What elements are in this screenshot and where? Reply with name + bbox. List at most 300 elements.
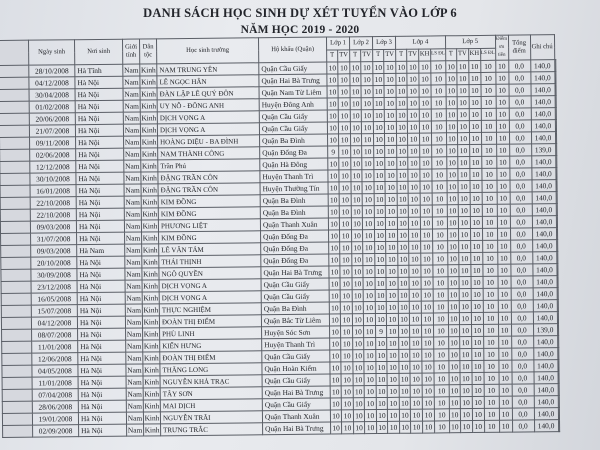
cell-score: 10 xyxy=(420,193,432,205)
cell-total: 140,0 xyxy=(531,180,555,192)
cell-dob: 16/01/2008 xyxy=(30,185,76,197)
header-total: Tổng điểm xyxy=(508,35,530,60)
cell-score: 10 xyxy=(398,265,409,277)
cell-score: 10 xyxy=(351,206,362,218)
header-note: Ghi chú xyxy=(530,35,554,60)
cell-score: 10 xyxy=(373,109,384,121)
cell-score: 10 xyxy=(376,361,387,373)
cell-gender: Nam xyxy=(124,184,141,196)
cell-score: 10 xyxy=(458,229,470,241)
cell-score: 10 xyxy=(481,132,496,144)
cell-score: 10 xyxy=(398,241,409,253)
cell-note xyxy=(554,60,555,72)
cell-score: 10 xyxy=(432,217,447,229)
cell-gender: Nam xyxy=(123,88,140,100)
cell-score: 10 xyxy=(460,409,472,421)
student-name-blurred xyxy=(1,281,31,293)
cell-dob: 12/06/2008 xyxy=(32,353,78,365)
student-name-blurred xyxy=(0,77,29,89)
cell-ethnicity: Kinh xyxy=(140,76,157,88)
cell-score: 10 xyxy=(457,73,469,85)
cell-score: 10 xyxy=(498,276,511,288)
cell-note xyxy=(555,132,556,144)
cell-score: 10 xyxy=(353,398,364,410)
cell-total: 140,0 xyxy=(530,60,554,72)
cell-score: 10 xyxy=(432,181,447,193)
cell-total: 140,0 xyxy=(532,264,556,276)
cell-total: 140,0 xyxy=(532,192,556,204)
cell-score: 10 xyxy=(399,373,410,385)
cell-score: 10 xyxy=(471,312,483,324)
cell-score: 10 xyxy=(352,254,363,266)
cell-score: 10 xyxy=(434,361,449,373)
cell-dob: 21/07/2008 xyxy=(29,125,75,137)
cell-score: 10 xyxy=(458,169,470,181)
cell-score: 10 xyxy=(373,85,384,97)
cell-score: 10 xyxy=(341,410,353,422)
cell-household: Quận Cầu Giấy xyxy=(262,374,330,387)
cell-score: 0,0 xyxy=(509,156,531,168)
cell-score: 0,0 xyxy=(510,228,532,240)
cell-school: DỊCH VỌNG A xyxy=(159,291,261,304)
cell-birthplace: Hà Nội xyxy=(77,292,125,305)
cell-score: 10 xyxy=(409,313,421,325)
cell-gender: Nam xyxy=(123,112,140,124)
student-name-blurred xyxy=(0,113,29,125)
cell-score: 10 xyxy=(446,121,457,133)
cell-score: 10 xyxy=(397,157,408,169)
cell-score: 10 xyxy=(363,314,375,326)
cell-note xyxy=(556,276,557,288)
cell-gender: Nam xyxy=(125,280,142,292)
cell-score: 10 xyxy=(459,301,471,313)
header-school: Học sinh trường xyxy=(156,38,258,64)
cell-ethnicity: Kinh xyxy=(143,328,160,340)
cell-score: 10 xyxy=(341,362,353,374)
cell-score: 10 xyxy=(375,253,386,265)
cell-score: 10 xyxy=(385,169,397,181)
student-table xyxy=(0,34,560,438)
cell-household: Quận Hoàn Kiếm xyxy=(262,362,330,375)
cell-gender: Nam xyxy=(126,340,143,352)
cell-household: Quận Đống Đa xyxy=(261,254,329,267)
cell-birthplace: Hà Nội xyxy=(76,172,124,185)
cell-score: 10 xyxy=(327,122,338,134)
cell-score: 10 xyxy=(338,110,350,122)
cell-score: 10 xyxy=(495,84,508,96)
cell-score: 0,0 xyxy=(509,108,531,120)
cell-score: 10 xyxy=(329,242,340,254)
cell-score: 10 xyxy=(431,61,446,73)
cell-score: 10 xyxy=(446,73,457,85)
cell-score: 10 xyxy=(341,338,353,350)
cell-score: 10 xyxy=(338,74,350,86)
cell-note xyxy=(555,96,556,108)
cell-score: 10 xyxy=(339,194,351,206)
cell-household: Huyện Thanh Trì xyxy=(262,338,330,351)
cell-note xyxy=(558,396,559,408)
cell-dob: 11/01/2008 xyxy=(32,377,78,389)
cell-score: 10 xyxy=(419,85,431,97)
cell-score: 10 xyxy=(497,252,510,264)
cell-score: 10 xyxy=(449,361,460,373)
cell-gender: Nam xyxy=(123,124,140,136)
cell-school: ĐOÀN THỊ ĐIỂM xyxy=(159,315,261,328)
cell-school: KIM ĐỒNG xyxy=(159,231,261,244)
cell-total: 140,0 xyxy=(533,300,557,312)
cell-score: 10 xyxy=(419,121,431,133)
cell-dob: 02/06/2008 xyxy=(30,149,76,161)
cell-score: 10 xyxy=(353,410,364,422)
cell-dob: 09/03/2008 xyxy=(31,245,77,257)
cell-score: 10 xyxy=(363,242,375,254)
cell-score: 10 xyxy=(350,62,361,74)
cell-score: 10 xyxy=(399,397,410,409)
cell-score: 10 xyxy=(408,217,420,229)
cell-score: 10 xyxy=(496,168,509,180)
cell-score: 10 xyxy=(481,120,496,132)
cell-total: 140,0 xyxy=(534,408,558,420)
cell-dob: 28/10/2008 xyxy=(29,65,75,77)
cell-score: 10 xyxy=(408,205,420,217)
cell-score: 10 xyxy=(458,217,470,229)
student-name-blurred xyxy=(1,317,31,329)
cell-score: 10 xyxy=(496,144,509,156)
cell-score: 10 xyxy=(329,314,340,326)
cell-dob: 20/06/2008 xyxy=(29,113,75,125)
sub-header-tv: TV xyxy=(384,49,396,62)
cell-score: 10 xyxy=(351,194,362,206)
cell-total: 140,0 xyxy=(534,420,558,432)
cell-score: 10 xyxy=(397,169,408,181)
cell-household: Huyện Thường Tín xyxy=(260,182,328,195)
sub-header-kh: KH xyxy=(468,48,480,61)
cell-score: 10 xyxy=(363,278,375,290)
cell-score: 10 xyxy=(499,384,512,396)
cell-dob: 30/09/2008 xyxy=(31,269,77,281)
cell-school: ĐOÀN THỊ ĐIỂM xyxy=(160,351,262,364)
cell-score: 10 xyxy=(373,73,384,85)
cell-dob: 20/10/2008 xyxy=(31,257,77,269)
cell-gender: Nam xyxy=(125,292,142,304)
cell-birthplace: Hà Nội xyxy=(75,100,123,113)
cell-birthplace: Hà Nội xyxy=(77,256,125,269)
cell-score: 10 xyxy=(457,145,469,157)
cell-gender: Nam xyxy=(126,364,143,376)
cell-score: 10 xyxy=(483,276,498,288)
cell-dob: 22/10/2008 xyxy=(30,209,76,221)
cell-ethnicity: Kinh xyxy=(141,184,158,196)
cell-score: 10 xyxy=(408,145,420,157)
cell-score: 10 xyxy=(374,157,385,169)
cell-score: 10 xyxy=(433,289,448,301)
cell-score: 10 xyxy=(364,386,376,398)
cell-score: 10 xyxy=(362,158,374,170)
cell-score: 10 xyxy=(361,98,373,110)
student-name-blurred xyxy=(1,293,31,305)
cell-score: 0,0 xyxy=(510,252,532,264)
header-bonus: Điểm ưu tiên xyxy=(495,35,508,60)
cell-score: 10 xyxy=(484,384,499,396)
cell-score: 10 xyxy=(433,241,448,253)
header-ethnicity: Dân tộc xyxy=(139,39,156,64)
cell-score: 10 xyxy=(496,132,509,144)
cell-score: 10 xyxy=(327,74,338,86)
cell-school: TRƯNG TRẮC xyxy=(161,423,263,436)
cell-gender: Nam xyxy=(125,232,142,244)
cell-score: 10 xyxy=(330,398,341,410)
cell-score: 10 xyxy=(420,145,432,157)
cell-score: 10 xyxy=(327,110,338,122)
cell-score: 10 xyxy=(330,410,341,422)
cell-score: 10 xyxy=(420,181,432,193)
cell-household: Quận Cầu Giấy xyxy=(261,290,329,303)
cell-score: 10 xyxy=(497,228,510,240)
cell-household: Quận Hà Đông xyxy=(260,158,328,171)
cell-score: 10 xyxy=(468,60,480,72)
cell-score: 10 xyxy=(433,313,448,325)
cell-score: 10 xyxy=(421,313,433,325)
cell-ethnicity: Kinh xyxy=(143,352,160,364)
student-name-blurred xyxy=(2,365,32,377)
cell-score: 0,0 xyxy=(511,300,533,312)
cell-score: 10 xyxy=(432,169,447,181)
cell-score: 10 xyxy=(327,86,338,98)
cell-gender: Nam xyxy=(123,64,140,76)
cell-score: 10 xyxy=(431,73,446,85)
cell-score: 0,0 xyxy=(508,60,530,72)
cell-score: 10 xyxy=(460,373,472,385)
cell-score: 10 xyxy=(459,337,471,349)
cell-total: 140,0 xyxy=(530,84,554,96)
cell-score: 10 xyxy=(331,422,342,434)
sub-header-tv: TV xyxy=(361,49,373,62)
cell-school: DỊCH VỌNG A xyxy=(159,279,261,292)
cell-score: 10 xyxy=(409,241,421,253)
cell-score: 10 xyxy=(342,422,354,434)
cell-score: 10 xyxy=(482,168,497,180)
cell-score: 10 xyxy=(361,62,373,74)
cell-score: 0,0 xyxy=(512,384,534,396)
cell-score: 0,0 xyxy=(510,216,532,228)
cell-score: 0,0 xyxy=(510,204,532,216)
cell-score: 10 xyxy=(376,373,387,385)
cell-total: 140,0 xyxy=(533,312,557,324)
cell-birthplace: Hà Nội xyxy=(76,184,124,197)
cell-gender: Nam xyxy=(126,412,143,424)
cell-score: 10 xyxy=(376,409,387,421)
cell-score: 10 xyxy=(421,277,433,289)
cell-score: 10 xyxy=(470,168,482,180)
cell-ethnicity: Kinh xyxy=(143,340,160,352)
cell-score: 10 xyxy=(384,61,396,73)
cell-score: 10 xyxy=(352,278,363,290)
cell-score: 10 xyxy=(422,349,434,361)
cell-school: NAM TRUNG YÊN xyxy=(157,63,259,76)
cell-score: 10 xyxy=(373,61,384,73)
student-name-blurred xyxy=(2,341,32,353)
cell-score: 10 xyxy=(472,384,484,396)
cell-score: 10 xyxy=(396,85,407,97)
cell-score: 10 xyxy=(385,205,397,217)
cell-score: 10 xyxy=(362,218,374,230)
cell-total: 140,0 xyxy=(531,132,555,144)
cell-score: 10 xyxy=(421,301,433,313)
cell-score: 10 xyxy=(482,192,497,204)
student-name-blurred xyxy=(0,173,30,185)
cell-score: 10 xyxy=(448,277,459,289)
cell-score: 10 xyxy=(341,374,353,386)
document-subtitle: NĂM HỌC 2019 - 2020 xyxy=(240,24,360,36)
cell-total: 140,0 xyxy=(532,228,556,240)
cell-total: 140,0 xyxy=(532,240,556,252)
cell-score: 10 xyxy=(499,408,512,420)
cell-school: UY NỖ - ĐÔNG ANH xyxy=(157,99,259,112)
cell-score: 10 xyxy=(338,62,350,74)
cell-household: Quận Đống Đa xyxy=(261,230,329,243)
cell-school: ĐẶNG TRẦN CÔN xyxy=(158,183,260,196)
cell-score: 10 xyxy=(338,98,350,110)
cell-score: 10 xyxy=(328,218,339,230)
cell-household: Huyện Sóc Sơn xyxy=(262,326,330,339)
cell-note xyxy=(556,204,557,216)
cell-score: 10 xyxy=(469,72,481,84)
cell-school: NGUYỄN TRÃI xyxy=(160,411,262,424)
cell-birthplace: Hà Tĩnh xyxy=(75,64,123,77)
cell-score: 10 xyxy=(384,73,396,85)
cell-school: MAI DỊCH xyxy=(160,399,262,412)
cell-score: 10 xyxy=(448,337,459,349)
cell-score: 10 xyxy=(472,408,484,420)
cell-total: 140,0 xyxy=(534,396,558,408)
cell-score: 10 xyxy=(350,98,361,110)
cell-score: 10 xyxy=(456,61,468,73)
cell-score: 10 xyxy=(448,313,459,325)
cell-ethnicity: Kinh xyxy=(142,304,159,316)
cell-score: 10 xyxy=(498,336,511,348)
sub-header-t: T xyxy=(350,49,361,62)
cell-score: 10 xyxy=(396,109,407,121)
cell-total: 139,0 xyxy=(531,144,555,156)
cell-note xyxy=(558,372,559,384)
cell-score: 10 xyxy=(364,398,376,410)
cell-score: 10 xyxy=(399,361,410,373)
cell-score: 10 xyxy=(396,97,407,109)
cell-score: 10 xyxy=(496,96,509,108)
cell-ethnicity: Kinh xyxy=(141,208,158,220)
cell-gender: Nam xyxy=(125,268,142,280)
cell-total: 140,0 xyxy=(533,360,557,372)
student-name-blurred xyxy=(0,149,30,161)
cell-score: 10 xyxy=(447,181,458,193)
cell-score: 10 xyxy=(340,290,352,302)
cell-school: ĐÀN LẬP LÊ QUÝ ĐÔN xyxy=(157,87,259,100)
cell-dob: 22/10/2008 xyxy=(30,197,76,209)
cell-score: 10 xyxy=(458,193,470,205)
cell-score: 10 xyxy=(330,362,341,374)
cell-score: 10 xyxy=(422,337,434,349)
cell-score: 10 xyxy=(408,169,420,181)
cell-score: 10 xyxy=(373,121,384,133)
cell-gender: Nam xyxy=(124,172,141,184)
cell-total: 140,0 xyxy=(531,168,555,180)
cell-score: 10 xyxy=(471,264,483,276)
cell-score: 10 xyxy=(409,229,421,241)
cell-score: 10 xyxy=(398,313,409,325)
cell-score: 10 xyxy=(433,253,448,265)
cell-household: Huyện Đông Anh xyxy=(259,98,327,111)
cell-birthplace: Hà Nội xyxy=(78,364,126,377)
cell-ethnicity: Kinh xyxy=(142,292,159,304)
cell-birthplace: Hà Nội xyxy=(75,112,123,125)
cell-score: 10 xyxy=(434,349,449,361)
cell-score: 10 xyxy=(399,409,410,421)
sub-header-kh: KH xyxy=(419,48,431,61)
cell-score: 10 xyxy=(375,241,386,253)
cell-score: 10 xyxy=(386,265,398,277)
cell-score: 10 xyxy=(338,86,350,98)
cell-score: 10 xyxy=(396,73,407,85)
cell-note xyxy=(557,312,558,324)
cell-score: 10 xyxy=(433,229,448,241)
cell-score: 10 xyxy=(471,288,483,300)
cell-birthplace: Hà Nội xyxy=(76,160,124,173)
cell-total: 140,0 xyxy=(532,276,556,288)
cell-score: 10 xyxy=(482,180,497,192)
cell-note xyxy=(558,384,559,396)
cell-score: 10 xyxy=(400,421,411,433)
cell-score: 10 xyxy=(399,325,410,337)
cell-gender: Nam xyxy=(123,100,140,112)
cell-score: 10 xyxy=(386,301,398,313)
cell-score: 10 xyxy=(376,337,387,349)
cell-score: 10 xyxy=(353,350,364,362)
cell-ethnicity: Kinh xyxy=(140,100,157,112)
cell-score: 10 xyxy=(328,170,339,182)
cell-birthplace: Hà Nội xyxy=(76,220,124,233)
student-name-blurred xyxy=(0,209,30,221)
cell-school: ĐẶNG TRẦN CÔN xyxy=(158,171,260,184)
cell-score: 10 xyxy=(329,254,340,266)
cell-score: 10 xyxy=(449,349,460,361)
cell-dob: 31/07/2008 xyxy=(31,233,77,245)
student-name-blurred xyxy=(1,257,31,269)
cell-score: 10 xyxy=(341,326,353,338)
cell-score: 10 xyxy=(410,385,422,397)
student-name-blurred xyxy=(0,65,29,77)
cell-score: 10 xyxy=(420,205,432,217)
cell-score: 10 xyxy=(329,266,340,278)
cell-score: 10 xyxy=(446,109,457,121)
cell-score: 10 xyxy=(351,158,362,170)
cell-gender: Nam xyxy=(124,160,141,172)
cell-score: 10 xyxy=(498,348,511,360)
cell-score: 10 xyxy=(432,145,447,157)
cell-score: 10 xyxy=(410,373,422,385)
cell-birthplace: Hà Nội xyxy=(76,208,124,221)
cell-score: 10 xyxy=(469,120,481,132)
cell-score: 10 xyxy=(362,194,374,206)
cell-household: Quận Cầu Giấy xyxy=(259,122,327,135)
cell-score: 0,0 xyxy=(510,240,532,252)
cell-score: 10 xyxy=(329,290,340,302)
cell-birthplace: Hà Nội xyxy=(76,136,124,149)
cell-score: 10 xyxy=(448,325,459,337)
cell-score: 10 xyxy=(449,397,460,409)
cell-note xyxy=(554,72,555,84)
cell-score: 10 xyxy=(407,85,419,97)
cell-score: 10 xyxy=(481,84,496,96)
